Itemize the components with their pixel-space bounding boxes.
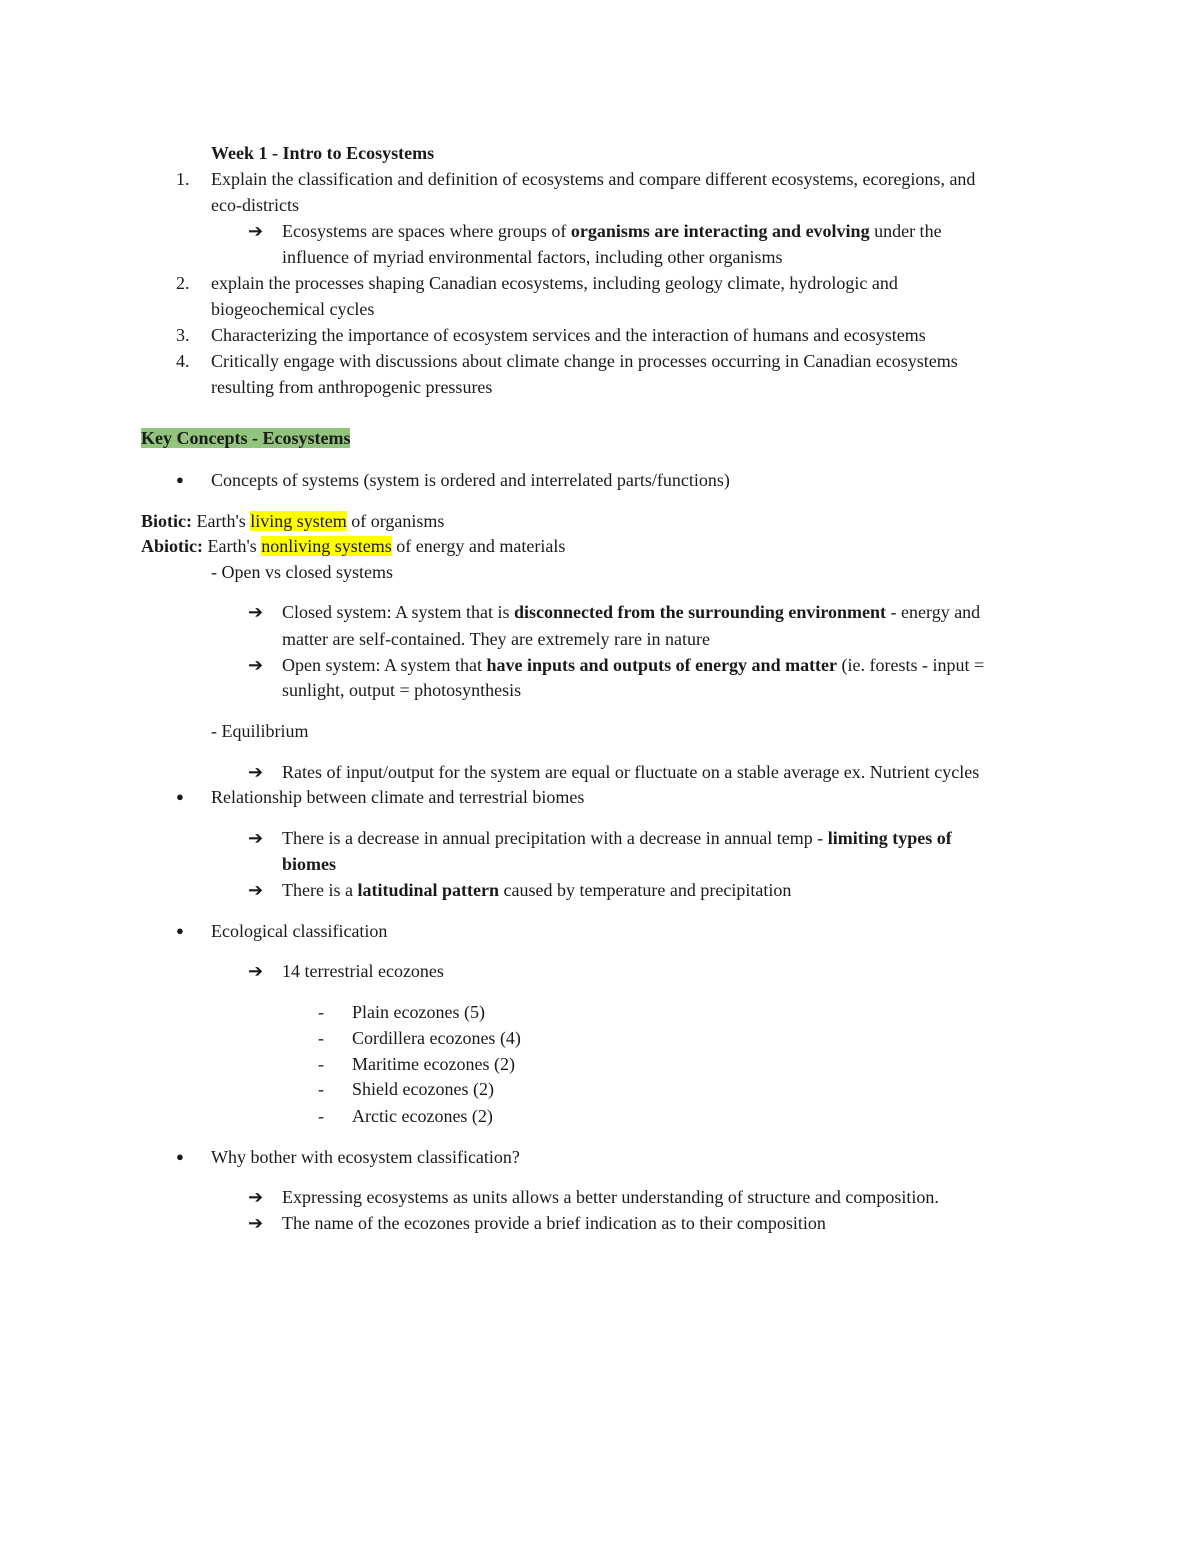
list-item: Maritime ecozones (2) — [352, 1054, 515, 1074]
arrow-icon: ➔ — [248, 655, 264, 675]
list-item: Arctic ecozones (2) — [352, 1106, 493, 1126]
objective-4-line-2: resulting from anthropogenic pressures — [211, 377, 493, 397]
list-number: 2. — [176, 273, 190, 293]
closed-system-line-2: matter are self-contained. They are extremely rare in nature — [282, 629, 710, 649]
objective-4-line-1: Critically engage with discussions about climate change in processes occurring in Canadian ecosystems — [211, 351, 958, 371]
dash-marker: - — [318, 1002, 324, 1022]
equilibrium-subheading: - Equilibrium — [211, 721, 309, 741]
objective-2-line-1: explain the processes shaping Canadian ecosystems, including geology climate, hydrologic and — [211, 273, 898, 293]
dash-marker: - — [318, 1054, 324, 1074]
open-system-line-2: sunlight, output = photosynthesis — [282, 680, 522, 700]
abiotic-definition: Abiotic: Earth's nonliving systems of energy and materials — [141, 536, 566, 556]
arrow-icon: ➔ — [248, 221, 264, 241]
open-closed-subheading: - Open vs closed systems — [211, 562, 393, 582]
biome-line-2: biomes — [282, 854, 336, 874]
bullet-systems: Concepts of systems (system is ordered and interrelated parts/functions) — [211, 470, 730, 490]
objective-1-line-1: Explain the classification and definition of ecosystems and compare different ecosystems, ecoregions, and — [211, 169, 976, 189]
equilibrium-description: Rates of input/output for the system are equal or fluctuate on a stable average ex. Nutrient cycles — [282, 762, 980, 782]
objective-1-line-2: eco-districts — [211, 195, 299, 215]
list-item: Shield ecozones (2) — [352, 1079, 494, 1099]
why-sub-2: The name of the ecozones provide a brief indication as to their composition — [282, 1213, 826, 1233]
ecozones-count: 14 terrestrial ecozones — [282, 961, 444, 981]
why-sub-1: Expressing ecosystems as units allows a better understanding of structure and composition. — [282, 1187, 939, 1207]
arrow-icon: ➔ — [248, 1213, 264, 1233]
bullet-icon: ● — [176, 472, 184, 487]
dash-marker: - — [318, 1028, 324, 1048]
open-system-line-1: Open system: A system that have inputs and outputs of energy and matter (ie. forests - input = — [282, 655, 985, 675]
biotic-definition: Biotic: Earth's living system of organisms — [141, 511, 445, 531]
arrow-icon: ➔ — [248, 1187, 264, 1207]
list-item: Cordillera ecozones (4) — [352, 1028, 521, 1048]
arrow-icon: ➔ — [248, 828, 264, 848]
list-number: 1. — [176, 169, 190, 189]
objective-1-sub-line-1: Ecosystems are spaces where groups of organisms are interacting and evolving under the — [282, 221, 942, 241]
key-concepts-heading: Key Concepts - Ecosystems — [141, 428, 351, 448]
list-number: 4. — [176, 351, 190, 371]
bullet-ecological-classification: Ecological classification — [211, 921, 388, 941]
latitudinal-pattern: There is a latitudinal pattern caused by temperature and precipitation — [282, 880, 792, 900]
bullet-icon: ● — [176, 1149, 184, 1164]
arrow-icon: ➔ — [248, 602, 264, 622]
closed-system-line-1: Closed system: A system that is disconnected from the surrounding environment - energy and — [282, 602, 981, 622]
page-title: Week 1 - Intro to Ecosystems — [211, 143, 435, 163]
arrow-icon: ➔ — [248, 762, 264, 782]
list-number: 3. — [176, 325, 190, 345]
objective-1-sub-line-2: influence of myriad environmental factors, including other organisms — [282, 247, 783, 267]
bullet-icon: ● — [176, 923, 184, 938]
objective-3-line-1: Characterizing the importance of ecosystem services and the interaction of humans and ecosystems — [211, 325, 926, 345]
bullet-why-classification: Why bother with ecosystem classification? — [211, 1147, 520, 1167]
bullet-climate-biomes: Relationship between climate and terrestrial biomes — [211, 787, 585, 807]
objective-2-line-2: biogeochemical cycles — [211, 299, 375, 319]
arrow-icon: ➔ — [248, 880, 264, 900]
arrow-icon: ➔ — [248, 961, 264, 981]
dash-marker: - — [318, 1079, 324, 1099]
dash-marker: - — [318, 1106, 324, 1126]
list-item: Plain ecozones (5) — [352, 1002, 485, 1022]
bullet-icon: ● — [176, 789, 184, 804]
biome-line-1: There is a decrease in annual precipitation with a decrease in annual temp - limiting types of — [282, 828, 952, 848]
